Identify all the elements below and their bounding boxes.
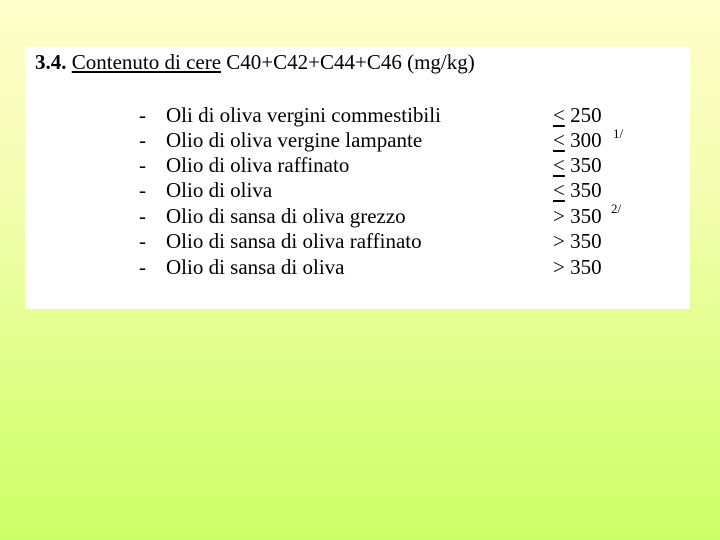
oil-name: Olio di sansa di oliva <box>166 255 345 279</box>
limit-number: 350 <box>570 229 602 253</box>
limit-operator: < <box>553 178 565 202</box>
limit-value <box>553 228 602 254</box>
oil-name: Olio di sansa di oliva raffinato <box>166 229 422 253</box>
limit-operator: < <box>553 153 565 177</box>
limit-number: 250 <box>570 103 602 127</box>
limit-value <box>553 102 602 128</box>
list-bullet: - <box>139 103 146 127</box>
footnote-ref: 1/ <box>613 126 624 141</box>
oil-name: Olio di oliva vergine lampante <box>166 128 423 152</box>
limit-value <box>553 127 602 153</box>
limit-operator: < <box>553 103 565 127</box>
section-number: 3.4. <box>35 50 67 74</box>
limit-operator: > <box>553 204 565 228</box>
list-bullet: - <box>139 153 146 177</box>
limit-number: 300 <box>570 128 602 152</box>
list-item <box>25 177 690 203</box>
limit-number: 350 <box>570 178 602 202</box>
list-item <box>25 228 690 254</box>
oil-name: Olio di sansa di oliva grezzo <box>166 204 406 228</box>
oil-name: Olio di oliva <box>166 178 273 202</box>
list-item <box>25 203 690 229</box>
limit-number: 350 <box>570 204 602 228</box>
content-panel <box>25 47 690 309</box>
list-bullet: - <box>139 128 146 152</box>
limit-operator: > <box>553 255 565 279</box>
oil-name: Oli di oliva vergini commestibili <box>166 103 441 127</box>
section-title-underlined: Contenuto di cere <box>71 50 222 74</box>
limit-value <box>553 152 602 178</box>
list-bullet: - <box>139 255 146 279</box>
limit-operator: < <box>553 128 565 152</box>
limit-number: 350 <box>570 255 602 279</box>
list-item <box>25 152 690 178</box>
oil-name: Olio di oliva raffinato <box>166 153 350 177</box>
list-bullet: - <box>139 229 146 253</box>
list-item <box>25 127 690 153</box>
limit-value <box>553 203 602 229</box>
list-item <box>25 102 690 128</box>
limit-value <box>553 254 602 280</box>
section-heading <box>35 49 475 75</box>
list-item <box>25 254 690 280</box>
list-bullet: - <box>139 178 146 202</box>
limit-number: 350 <box>570 153 602 177</box>
limit-value <box>553 177 602 203</box>
footnote-ref: 2/ <box>611 201 622 216</box>
section-title-rest: C40+C42+C44+C46 (mg/kg) <box>226 50 475 74</box>
list-bullet: - <box>139 204 146 228</box>
limit-operator: > <box>553 229 565 253</box>
